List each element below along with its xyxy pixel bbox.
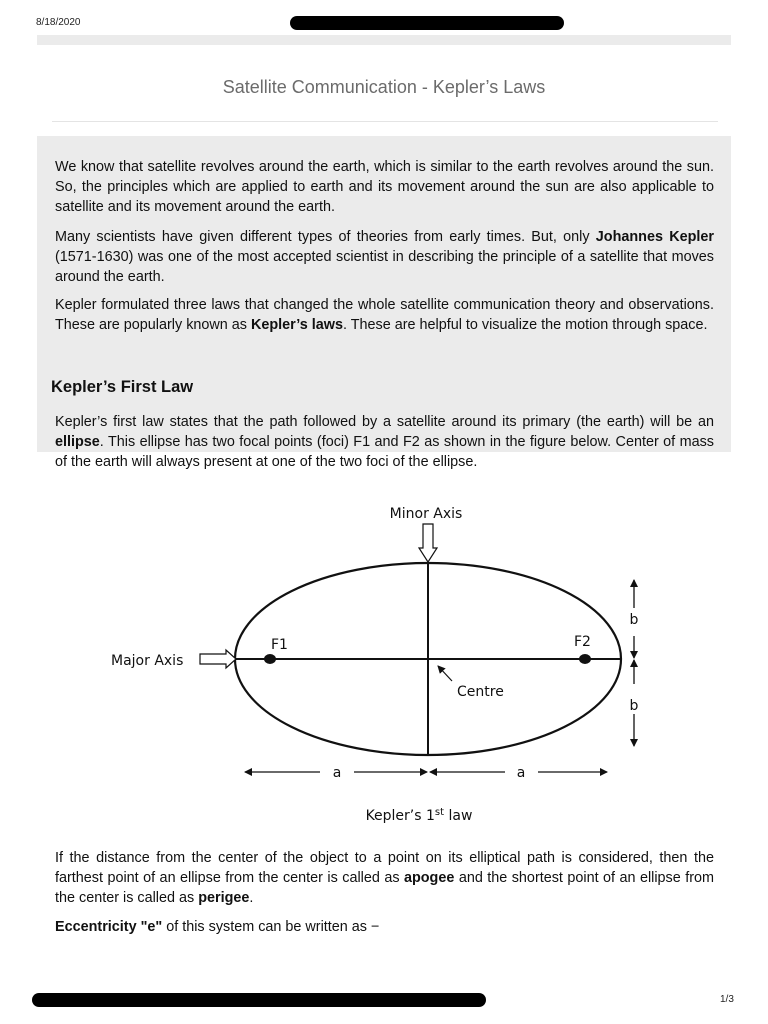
page-title: Satellite Communication - Kepler’s Laws (222, 77, 546, 97)
redaction-bar-bottom (32, 993, 486, 1007)
apogee-term: apogee (403, 870, 455, 886)
minor-axis-arrow-icon (419, 524, 437, 562)
caption-superscript: st (434, 807, 445, 818)
caption-text: Kepler’s 1 (365, 808, 435, 824)
a-right-label: a (516, 765, 526, 781)
focus-f2-dot (579, 654, 591, 664)
section-heading-first-law: Kepler’s First Law (51, 378, 194, 396)
print-date: 8/18/2020 (36, 17, 81, 28)
apogee-perigee-paragraph (55, 848, 714, 908)
intro-paragraph-3 (55, 295, 714, 335)
major-axis-arrow-icon (200, 650, 236, 668)
eccentricity-term: Eccentricity "e" (55, 919, 163, 935)
kepler-name: Johannes Kepler (595, 229, 715, 245)
focus-f1-label: F1 (271, 637, 288, 653)
first-law-paragraph (55, 412, 714, 472)
ellipse-term: ellipse (55, 434, 100, 450)
keplers-laws-term: Kepler’s laws (250, 317, 343, 333)
text-run: (1571-1630) was one of the most accepted scientist in describing the principle of a satellite that moves around the earth. (55, 249, 714, 285)
b-top-label: b (629, 612, 639, 628)
text-run: Kepler’s first law states that the path followed by a satellite around its primary (the earth) will be an (55, 414, 714, 430)
title-divider (52, 121, 718, 122)
redaction-bar-top (290, 16, 564, 30)
text-run: . (249, 890, 254, 906)
focus-f2-label: F2 (574, 634, 591, 650)
b-bottom-label: b (629, 698, 639, 714)
diagram-caption (366, 807, 473, 824)
text-run: and the shortest point of an ellipse from the center is called as (55, 870, 714, 906)
page-number: 1/3 (720, 994, 734, 1005)
text-run: If the distance from the center of the object to a point on its elliptical path is considered, then the farthest point of an ellipse from the center is called as (55, 850, 714, 886)
text-run: . These are helpful to visualize the motion through space. (342, 317, 708, 333)
focus-f1-dot (264, 654, 276, 664)
a-left-label: a (332, 765, 342, 781)
perigee-term: perigee (198, 890, 250, 906)
text-run: Kepler formulated three laws that changed the whole satellite communication theory and observations. These are popularly known as (55, 297, 714, 333)
intro-paragraph-2 (55, 227, 714, 287)
eccentricity-paragraph (55, 917, 714, 937)
major-axis-label: Major Axis (111, 653, 184, 669)
caption-text-end: law (444, 808, 473, 824)
text-run: Many scientists have given different types of theories from early times. But, only (55, 229, 596, 245)
centre-label: Centre (457, 684, 504, 700)
ellipse-diagram (0, 490, 768, 830)
text-run: of this system can be written as − (162, 919, 380, 935)
minor-axis-label: Minor Axis (389, 506, 463, 522)
intro-paragraph-1: We know that satellite revolves around the earth, which is similar to the earth revolves around the sun. So, the principles which are applied to earth and its movement around the sun are also applicable to satellite and its movement around the earth. (55, 159, 714, 215)
top-band (37, 35, 731, 45)
centre-pointer-icon (438, 666, 452, 681)
text-run: . This ellipse has two focal points (foci) F1 and F2 as shown in the figure below. Center of mass of the earth will always present at one of the two foci of the ellipse. (55, 434, 714, 470)
